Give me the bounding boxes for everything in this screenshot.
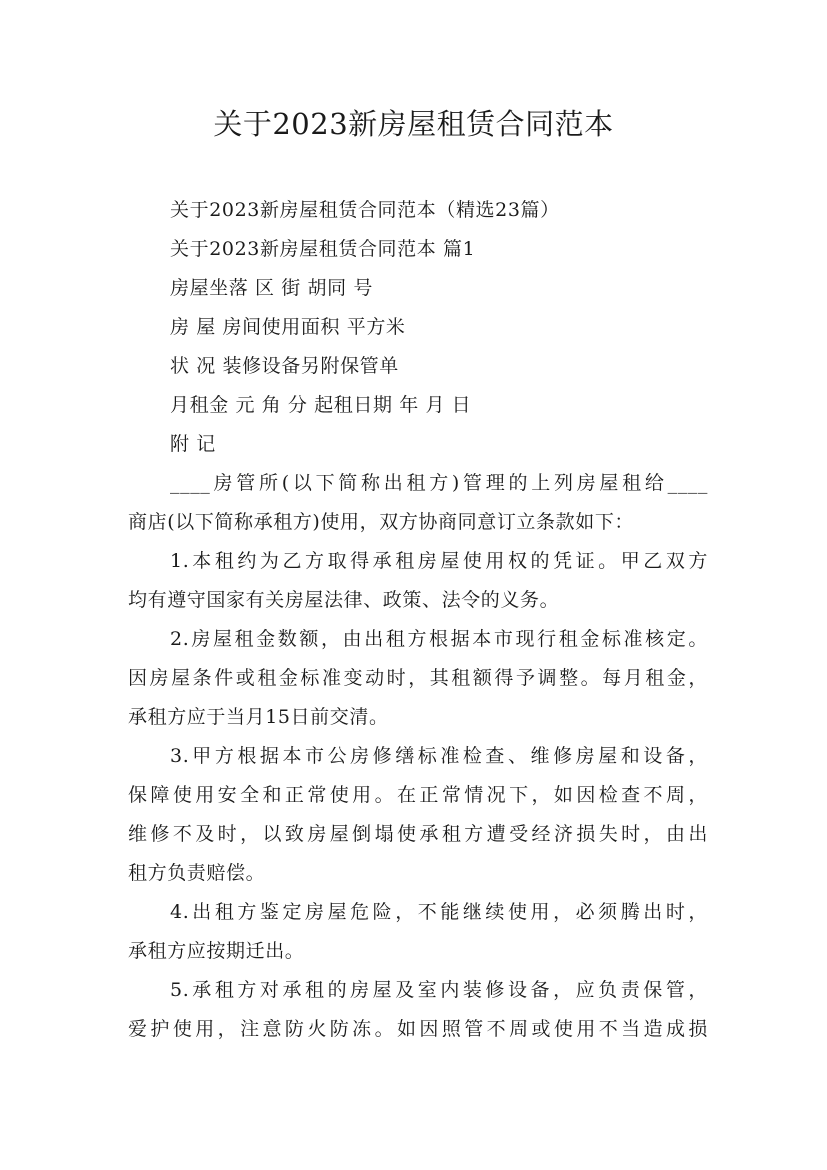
document-title: 关于2023新房屋租赁合同范本 [213, 107, 614, 141]
paragraph-line: ____房管所(以下简称出租方)管理的上列房屋租给____ [170, 472, 708, 494]
paragraph-line: 1.本租约为乙方取得承租房屋使用权的凭证。甲乙双方 [170, 550, 708, 572]
form-line-location: 房屋坐落 区 街 胡同 号 [170, 277, 373, 299]
paragraph-line: 商店(以下简称承租方)使用，双方协商同意订立条款如下： [128, 511, 635, 533]
paragraph-line: 承租方应按期迁出。 [128, 940, 305, 962]
section-heading: 关于2023新房屋租赁合同范本 篇1 [170, 238, 476, 260]
form-line-condition: 状 况 装修设备另附保管单 [170, 355, 399, 377]
paragraph-line: 5.承租方对承租的房屋及室内装修设备，应负责保管， [170, 979, 708, 1001]
paragraph-line: 3.甲方根据本市公房修缮标准检查、维修房屋和设备， [170, 745, 708, 767]
form-line-notes: 附 记 [170, 433, 216, 455]
paragraph-line: 租方负责赔偿。 [128, 862, 266, 884]
paragraph-line: 4.出租方鉴定房屋危险，不能继续使用，必须腾出时， [170, 901, 708, 923]
paragraph-line: 保障使用安全和正常使用。在正常情况下，如因检查不周， [128, 784, 708, 806]
paragraph-line: 均有遵守国家有关房屋法律、政策、法令的义务。 [128, 589, 560, 611]
form-line-rent: 月租金 元 角 分 起租日期 年 月 日 [170, 394, 472, 416]
subtitle-line: 关于2023新房屋租赁合同范本（精选23篇） [170, 199, 560, 221]
document-body [128, 191, 708, 1049]
paragraph-line: 爱护使用，注意防火防冻。如因照管不周或使用不当造成损 [128, 1018, 708, 1040]
paragraph-line: 维修不及时，以致房屋倒塌使承租方遭受经济损失时，由出 [128, 823, 708, 845]
paragraph-line: 2.房屋租金数额，由出租方根据本市现行租金标准核定。 [170, 628, 708, 650]
paragraph-line: 承租方应于当月15日前交清。 [128, 706, 389, 728]
form-line-area: 房 屋 房间使用面积 平方米 [170, 316, 406, 338]
paragraph-line: 因房屋条件或租金标准变动时，其租额得予调整。每月租金， [128, 667, 708, 689]
